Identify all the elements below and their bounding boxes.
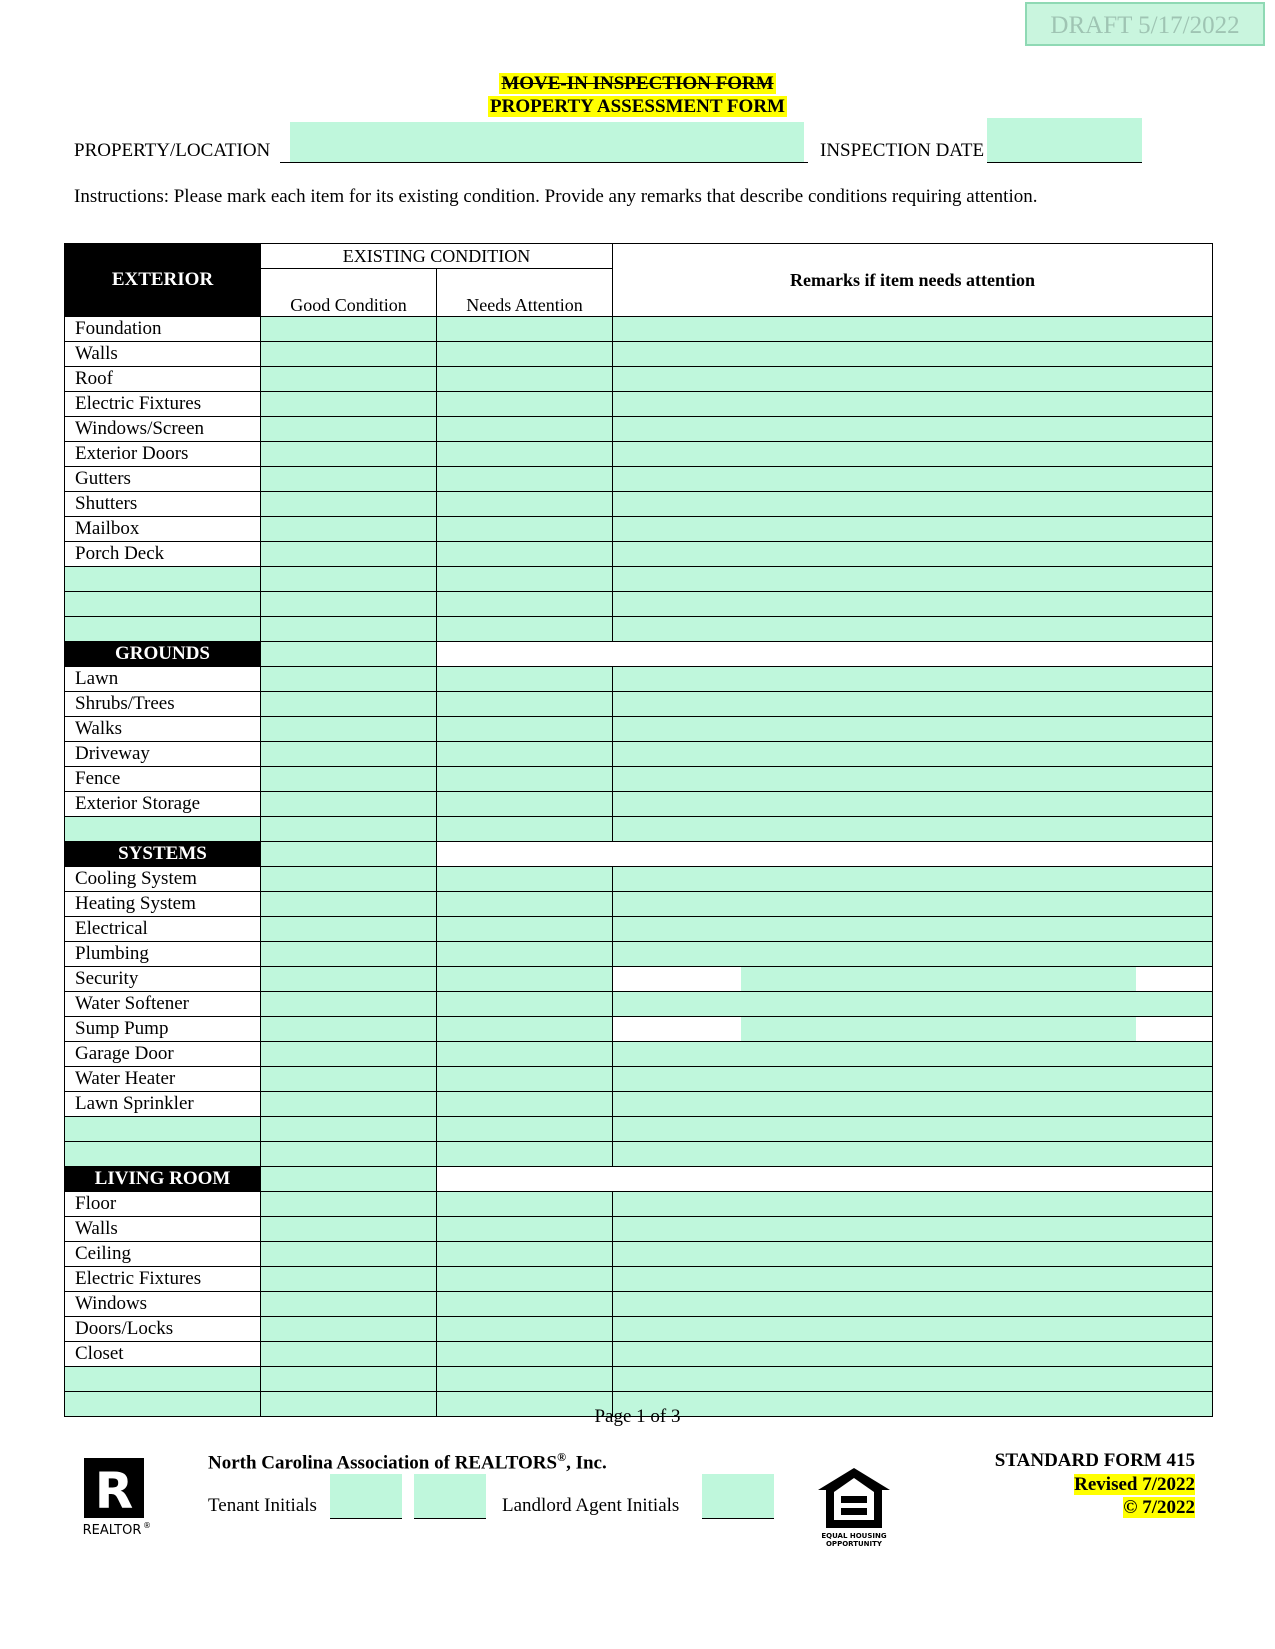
remarks-blank-left <box>613 967 741 991</box>
section-spacer <box>613 1167 1213 1192</box>
needs-attention-field[interactable] <box>437 1042 613 1067</box>
table-row <box>65 992 1213 1017</box>
exterior-rows <box>65 642 1213 842</box>
remarks-field[interactable] <box>613 442 1213 467</box>
good-condition-field[interactable] <box>261 992 437 1017</box>
svg-text:OPPORTUNITY: OPPORTUNITY <box>825 1540 883 1548</box>
blank-row <box>65 592 1213 617</box>
table-row <box>65 467 1213 492</box>
table-row <box>65 917 1213 942</box>
needs-attention-field[interactable] <box>437 1367 613 1392</box>
section-header-row <box>65 842 1213 867</box>
item-label: Sump Pump <box>65 1017 261 1042</box>
needs-attention-field[interactable] <box>437 692 613 717</box>
page-number: Page 1 of 3 <box>594 1406 681 1427</box>
remarks-field[interactable] <box>613 517 1213 542</box>
good-condition-field[interactable] <box>261 692 437 717</box>
remarks-field[interactable] <box>613 767 1213 792</box>
remarks-field[interactable] <box>613 892 1213 917</box>
good-condition-field[interactable] <box>261 1067 437 1092</box>
needs-attention-field[interactable] <box>437 517 613 542</box>
section-systems: SYSTEMS <box>65 842 261 867</box>
remarks-field[interactable] <box>613 867 1213 892</box>
revised-date: Revised 7/2022 <box>1074 1474 1195 1495</box>
remarks-field[interactable] <box>613 667 1213 692</box>
landlord-initials-underline <box>702 1518 774 1519</box>
item-label: Driveway <box>65 742 261 767</box>
good-condition-field[interactable] <box>261 892 437 917</box>
table-row <box>65 967 1213 992</box>
remarks-field[interactable] <box>613 617 1213 642</box>
realtor-logo-icon <box>82 1456 151 1540</box>
good-condition-field[interactable] <box>261 767 437 792</box>
needs-attention-field[interactable] <box>437 1117 613 1142</box>
needs-attention-field[interactable] <box>437 992 613 1017</box>
inspection-table <box>64 243 1213 1417</box>
good-condition-field[interactable] <box>261 967 437 992</box>
tenant-initials-field-1[interactable] <box>330 1474 402 1518</box>
needs-attention-header: Needs Attention <box>437 269 613 317</box>
table-row <box>65 867 1213 892</box>
good-condition-field[interactable] <box>261 1092 437 1117</box>
item-label: Windows/Screen <box>65 417 261 442</box>
remarks-field[interactable] <box>613 417 1213 442</box>
needs-attention-field[interactable] <box>437 1292 613 1317</box>
item-label: Security <box>65 967 261 992</box>
date-label: INSPECTION DATE <box>820 140 985 161</box>
realtor-logo <box>82 1456 151 1540</box>
draft-stamp: DRAFT 5/17/2022 <box>1025 2 1265 46</box>
remarks-field[interactable] <box>613 992 1213 1017</box>
needs-attention-field[interactable] <box>437 467 613 492</box>
item-label: Water Heater <box>65 1067 261 1092</box>
existing-condition-header: EXISTING CONDITION <box>261 244 613 269</box>
table-row <box>65 1292 1213 1317</box>
good-condition-field[interactable] <box>261 1242 437 1267</box>
table-row <box>65 392 1213 417</box>
needs-attention-field[interactable] <box>437 742 613 767</box>
table-row <box>65 667 1213 692</box>
good-condition-field[interactable] <box>261 942 437 967</box>
needs-attention-field[interactable] <box>437 567 613 592</box>
remarks-field[interactable] <box>613 717 1213 742</box>
good-condition-field[interactable] <box>261 867 437 892</box>
copyright-date: © 7/2022 <box>1123 1497 1195 1518</box>
good-condition-field[interactable] <box>261 742 437 767</box>
equal-housing-logo <box>814 1464 894 1548</box>
table-row <box>65 342 1213 367</box>
table-row <box>65 717 1213 742</box>
landlord-initials-label: Landlord Agent Initials <box>502 1495 680 1516</box>
remarks-field[interactable] <box>613 1192 1213 1217</box>
good-condition-field[interactable] <box>261 392 437 417</box>
table-row <box>65 1217 1213 1242</box>
association-name: North Carolina Association of REALTORS®, Inc. <box>208 1450 607 1474</box>
needs-attention-field[interactable] <box>437 1067 613 1092</box>
item-label: Electrical <box>65 917 261 942</box>
good-condition-field[interactable] <box>261 1142 437 1167</box>
remarks-field[interactable] <box>613 1042 1213 1067</box>
item-label: Lawn Sprinkler <box>65 1092 261 1117</box>
good-condition-field[interactable] <box>261 467 437 492</box>
remarks-field[interactable] <box>613 942 1213 967</box>
tenant-initials-underline-1 <box>330 1518 402 1519</box>
table-row <box>65 942 1213 967</box>
remarks-field[interactable] <box>613 392 1213 417</box>
remarks-field[interactable] <box>613 1092 1213 1117</box>
remarks-field[interactable] <box>613 917 1213 942</box>
remarks-field[interactable] <box>613 1142 1213 1167</box>
good-condition-field[interactable] <box>261 417 437 442</box>
good-condition-field[interactable] <box>261 1042 437 1067</box>
table-row <box>65 492 1213 517</box>
table-row <box>65 1342 1213 1367</box>
remarks-blank-left <box>613 1017 741 1041</box>
remarks-field[interactable] <box>613 967 1213 992</box>
needs-attention-field[interactable] <box>437 1267 613 1292</box>
needs-attention-field[interactable] <box>437 1342 613 1367</box>
table-row <box>65 892 1213 917</box>
equal-housing-icon <box>814 1464 894 1548</box>
remarks-field[interactable] <box>613 1067 1213 1092</box>
blank-row <box>65 617 1213 642</box>
remarks-field[interactable] <box>613 1342 1213 1367</box>
item-label: Exterior Storage <box>65 792 261 817</box>
item-label: Windows <box>65 1292 261 1317</box>
needs-attention-field[interactable] <box>437 342 613 367</box>
good-condition-field[interactable] <box>261 342 437 367</box>
remarks-field[interactable] <box>613 467 1213 492</box>
needs-attention-field[interactable] <box>437 667 613 692</box>
section-good-field[interactable] <box>261 1167 437 1192</box>
section-grounds: GROUNDS <box>65 642 261 667</box>
good-condition-field[interactable] <box>261 542 437 567</box>
good-condition-field[interactable] <box>261 317 437 342</box>
item-label: Electric Fixtures <box>65 1267 261 1292</box>
remarks-field[interactable] <box>613 1117 1213 1142</box>
remarks-field[interactable] <box>613 1267 1213 1292</box>
needs-attention-field[interactable] <box>437 367 613 392</box>
good-condition-field[interactable] <box>261 717 437 742</box>
remarks-header: Remarks if item needs attention <box>613 244 1213 317</box>
table-row <box>65 792 1213 817</box>
section-spacer <box>437 642 613 667</box>
custom-item-field[interactable] <box>65 592 261 617</box>
instructions: Instructions: Please mark each item for its existing condition. Provide any remarks that describe conditions requiring attention. <box>74 186 1038 207</box>
section-spacer <box>613 842 1213 867</box>
item-label: Fence <box>65 767 261 792</box>
item-label: Porch Deck <box>65 542 261 567</box>
needs-attention-field[interactable] <box>437 542 613 567</box>
needs-attention-field[interactable] <box>437 1192 613 1217</box>
table-row <box>65 542 1213 567</box>
remarks-field[interactable] <box>613 317 1213 342</box>
page-title: PROPERTY ASSESSMENT FORM <box>490 96 785 117</box>
form-number: STANDARD FORM 415 <box>994 1450 1195 1471</box>
good-condition-field[interactable] <box>261 617 437 642</box>
good-condition-field[interactable] <box>261 667 437 692</box>
section-good-field[interactable] <box>261 642 437 667</box>
good-condition-field[interactable] <box>261 1017 437 1042</box>
section-spacer <box>613 642 1213 667</box>
good-condition-field[interactable] <box>261 567 437 592</box>
table-row <box>65 417 1213 442</box>
custom-item-field[interactable] <box>65 1142 261 1167</box>
custom-item-field[interactable] <box>65 817 261 842</box>
good-condition-field[interactable] <box>261 1342 437 1367</box>
item-label: Cooling System <box>65 867 261 892</box>
item-label: Doors/Locks <box>65 1317 261 1342</box>
item-label: Walls <box>65 1217 261 1242</box>
item-label: Walks <box>65 717 261 742</box>
remarks-field[interactable] <box>613 817 1213 842</box>
table-row <box>65 1067 1213 1092</box>
tenant-initials-label: Tenant Initials <box>208 1495 317 1516</box>
good-condition-field[interactable] <box>261 442 437 467</box>
needs-attention-field[interactable] <box>437 1317 613 1342</box>
remarks-field[interactable] <box>613 592 1213 617</box>
property-underline <box>280 162 808 163</box>
needs-attention-field[interactable] <box>437 967 613 992</box>
item-label: Roof <box>65 367 261 392</box>
item-label: Gutters <box>65 467 261 492</box>
svg-text:R: R <box>94 1462 134 1520</box>
good-condition-field[interactable] <box>261 792 437 817</box>
table-row <box>65 1017 1213 1042</box>
custom-item-field[interactable] <box>65 1367 261 1392</box>
good-condition-field[interactable] <box>261 1267 437 1292</box>
remarks-field[interactable] <box>613 542 1213 567</box>
good-condition-header: Good Condition <box>261 269 437 317</box>
good-condition-field[interactable] <box>261 492 437 517</box>
item-label: Electric Fixtures <box>65 392 261 417</box>
item-label: Shrubs/Trees <box>65 692 261 717</box>
table-row <box>65 317 1213 342</box>
svg-text:REALTOR: REALTOR <box>82 1523 142 1538</box>
item-label: Water Softener <box>65 992 261 1017</box>
custom-item-field[interactable] <box>65 1117 261 1142</box>
needs-attention-field[interactable] <box>437 917 613 942</box>
good-condition-field[interactable] <box>261 1217 437 1242</box>
property-label: PROPERTY/LOCATION <box>74 140 271 161</box>
remarks-field[interactable] <box>613 792 1213 817</box>
item-label: Closet <box>65 1342 261 1367</box>
grounds-rows <box>65 842 1213 1167</box>
needs-attention-field[interactable] <box>437 617 613 642</box>
item-label: Exterior Doors <box>65 442 261 467</box>
blank-row <box>65 1367 1213 1392</box>
good-condition-field[interactable] <box>261 1367 437 1392</box>
good-condition-field[interactable] <box>261 517 437 542</box>
remarks-field[interactable] <box>613 342 1213 367</box>
needs-attention-field[interactable] <box>437 1017 613 1042</box>
section-spacer <box>437 842 613 867</box>
remarks-field[interactable] <box>613 1017 1213 1042</box>
table-row <box>65 1042 1213 1067</box>
item-label: Walls <box>65 342 261 367</box>
table-row <box>65 1092 1213 1117</box>
remarks-field[interactable] <box>613 1217 1213 1242</box>
item-label: Mailbox <box>65 517 261 542</box>
tenant-initials-underline-2 <box>414 1518 486 1519</box>
needs-attention-field[interactable] <box>437 892 613 917</box>
item-label: Plumbing <box>65 942 261 967</box>
section-exterior: EXTERIOR <box>65 244 261 317</box>
item-label: Floor <box>65 1192 261 1217</box>
remarks-blank-right <box>1136 967 1212 991</box>
title-old: MOVE-IN INSPECTION FORM <box>501 73 774 94</box>
item-label: Shutters <box>65 492 261 517</box>
remarks-field[interactable] <box>613 367 1213 392</box>
remarks-field[interactable] <box>613 492 1213 517</box>
tenant-initials-field-2[interactable] <box>414 1474 486 1518</box>
item-label: Lawn <box>65 667 261 692</box>
needs-attention-field[interactable] <box>437 942 613 967</box>
item-label: Garage Door <box>65 1042 261 1067</box>
good-condition-field[interactable] <box>261 1317 437 1342</box>
remarks-field[interactable] <box>613 1317 1213 1342</box>
remarks-field[interactable] <box>613 692 1213 717</box>
needs-attention-field[interactable] <box>437 1242 613 1267</box>
item-label: Ceiling <box>65 1242 261 1267</box>
table-row <box>65 517 1213 542</box>
property-field[interactable] <box>290 122 804 162</box>
good-condition-field[interactable] <box>261 1192 437 1217</box>
needs-attention-field[interactable] <box>437 417 613 442</box>
svg-text:®: ® <box>143 1521 151 1530</box>
needs-attention-field[interactable] <box>437 1092 613 1117</box>
needs-attention-field[interactable] <box>437 492 613 517</box>
remarks-field[interactable] <box>613 567 1213 592</box>
good-condition-field[interactable] <box>261 1292 437 1317</box>
custom-item-field[interactable] <box>65 617 261 642</box>
needs-attention-field[interactable] <box>437 592 613 617</box>
section-spacer <box>437 1167 613 1192</box>
item-label: Foundation <box>65 317 261 342</box>
table-row <box>65 742 1213 767</box>
remarks-blank-right <box>1136 1017 1212 1041</box>
blank-row <box>65 817 1213 842</box>
needs-attention-field[interactable] <box>437 317 613 342</box>
remarks-field[interactable] <box>613 742 1213 767</box>
good-condition-field[interactable] <box>261 592 437 617</box>
remarks-field[interactable] <box>613 1292 1213 1317</box>
needs-attention-field[interactable] <box>437 442 613 467</box>
needs-attention-field[interactable] <box>437 817 613 842</box>
table-row <box>65 1192 1213 1217</box>
good-condition-field[interactable] <box>261 917 437 942</box>
needs-attention-field[interactable] <box>437 1217 613 1242</box>
needs-attention-field[interactable] <box>437 392 613 417</box>
table-row <box>65 442 1213 467</box>
remarks-field[interactable] <box>613 1242 1213 1267</box>
blank-row <box>65 1117 1213 1142</box>
blank-row <box>65 567 1213 592</box>
table-row <box>65 1267 1213 1292</box>
table-row <box>65 767 1213 792</box>
needs-attention-field[interactable] <box>437 1142 613 1167</box>
landlord-initials-field[interactable] <box>702 1474 774 1518</box>
good-condition-field[interactable] <box>261 367 437 392</box>
inspection-date-field[interactable] <box>987 118 1142 162</box>
needs-attention-field[interactable] <box>437 767 613 792</box>
table-row <box>65 367 1213 392</box>
needs-attention-field[interactable] <box>437 792 613 817</box>
good-condition-field[interactable] <box>261 1117 437 1142</box>
custom-item-field[interactable] <box>65 567 261 592</box>
blank-row <box>65 1142 1213 1167</box>
remarks-field[interactable] <box>613 1367 1213 1392</box>
item-label: Heating System <box>65 892 261 917</box>
section-living-room: LIVING ROOM <box>65 1167 261 1192</box>
section-good-field[interactable] <box>261 842 437 867</box>
systems-rows <box>65 1167 1213 1417</box>
svg-text:EQUAL HOUSING: EQUAL HOUSING <box>821 1532 887 1540</box>
good-condition-field[interactable] <box>261 817 437 842</box>
table-row <box>65 1317 1213 1342</box>
table-row <box>65 1242 1213 1267</box>
table-row <box>65 692 1213 717</box>
date-underline <box>987 162 1142 163</box>
section-header-row <box>65 642 1213 667</box>
needs-attention-field[interactable] <box>437 717 613 742</box>
needs-attention-field[interactable] <box>437 867 613 892</box>
section-header-row <box>65 1167 1213 1192</box>
